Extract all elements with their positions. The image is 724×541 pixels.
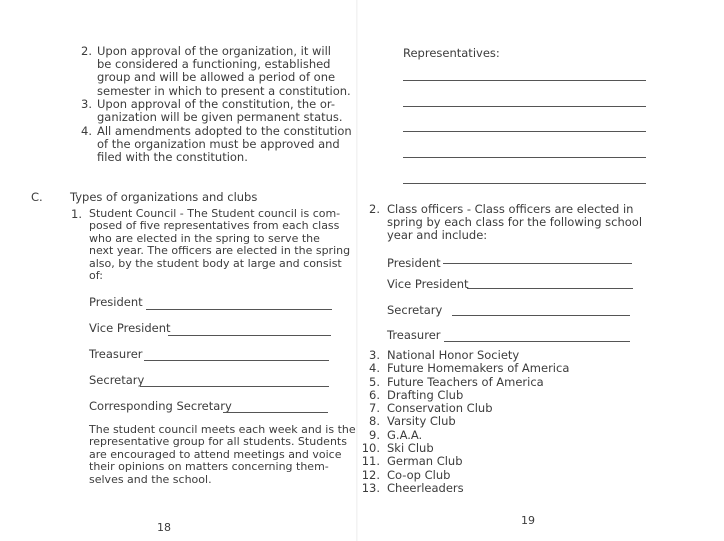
description-line: next year. The officers are elected in the spring [89, 244, 351, 258]
page-number: 18 [157, 521, 171, 534]
approval-item-line: Upon approval of the constitution, the or- [97, 97, 336, 111]
approval-item-line: be considered a functioning, established [97, 57, 331, 72]
list-item-label: Cheerleaders [387, 480, 464, 495]
closing-line: representative group for all students. Students [89, 435, 347, 449]
list-item-label: Conservation Club [387, 401, 493, 416]
right-page [358, 0, 724, 541]
field-label-president: President [89, 295, 143, 309]
field-label-vice-president: Vice President [387, 277, 469, 291]
section-title: Types of organizations and clubs [70, 190, 258, 204]
description-line: also, by the student body at large and consist [89, 256, 342, 270]
list-item-number: 13. [361, 480, 380, 495]
representatives-label: Representatives: [403, 46, 500, 60]
list-item-label: German Club [387, 454, 463, 469]
list-item-label: Varsity Club [387, 414, 456, 429]
field-label-secretary: Secretary [387, 303, 443, 317]
list-item-label: Future Teachers of America [387, 374, 544, 389]
class-officers-number: 2. [369, 202, 380, 216]
list-item-number: 5. [369, 374, 380, 389]
list-item-label: Ski Club [387, 441, 434, 456]
field-label-treasurer: Treasurer [89, 347, 143, 361]
list-item-number: 6. [369, 387, 380, 402]
approval-item [97, 125, 352, 165]
closing-line: are encouraged to attend meetings and voice [89, 447, 342, 461]
student-council-number: 1. [71, 207, 82, 221]
page-number: 19 [521, 514, 535, 527]
treasurer-blank-line [144, 360, 329, 361]
approval-item [97, 45, 351, 98]
list-item-number: 4. [369, 361, 380, 376]
representative-blank-line [403, 183, 646, 184]
representative-blank-line [403, 80, 646, 81]
representative-blank-line [403, 106, 646, 107]
list-item-number: 8. [369, 414, 380, 429]
approval-item-number: 3. [81, 97, 92, 111]
vice-president-blank-line [168, 335, 331, 336]
list-item-label: Future Homemakers of America [387, 361, 570, 376]
list-item-number: 12. [361, 467, 380, 482]
approval-item [97, 98, 343, 124]
vice-president-blank-line [467, 288, 633, 289]
secretary-blank-line [452, 315, 630, 316]
list-item-number: 9. [369, 427, 380, 442]
corresponding-secretary-blank-line [223, 412, 328, 413]
list-item-number: 10. [361, 441, 380, 456]
closing-line: their opinions on matters concerning them- [89, 460, 329, 474]
field-label-treasurer: Treasurer [387, 328, 441, 342]
approval-item-line: group and will be allowed a period of one [97, 70, 336, 85]
left-page [0, 0, 358, 541]
closing-paragraph [89, 424, 356, 486]
president-blank-line [146, 309, 332, 310]
approval-item-line: All amendments adopted to the constitution [97, 124, 352, 138]
class-officers-description [387, 203, 642, 243]
list-item-label: Drafting Club [387, 387, 464, 402]
list-item-label: National Honor Society [387, 348, 520, 362]
list-item-number: 7. [369, 401, 380, 416]
field-label-secretary: Secretary [89, 373, 145, 387]
representative-blank-line [403, 131, 646, 132]
approval-item-line: filed with the constitution. [97, 150, 248, 165]
description-line: Class officers - Class officers are elected in [387, 202, 634, 216]
field-label-president: President [387, 256, 441, 270]
field-label-corresponding-secretary: Corresponding Secretary [89, 399, 232, 413]
description-line: posed of five representatives from each class [89, 219, 340, 233]
section-letter: C. [31, 190, 43, 204]
list-item-number: 3. [369, 348, 380, 362]
approval-item-line: ganization will be given permanent status. [97, 110, 343, 125]
approval-item-number: 2. [81, 44, 92, 58]
representative-blank-line [403, 157, 646, 158]
approval-item-line: of the organization must be approved and [97, 137, 340, 152]
list-item-label: Co-op Club [387, 467, 451, 482]
list-item-label: G.A.A. [387, 427, 423, 442]
description-line: of: [89, 269, 103, 283]
field-label-vice-president: Vice President [89, 321, 171, 335]
closing-line: The student council meets each week and is the [89, 423, 356, 436]
closing-line: selves and the school. [89, 472, 212, 486]
president-blank-line [443, 263, 632, 264]
description-line: year and include: [387, 228, 488, 243]
description-line: who are elected in the spring to serve the [89, 231, 320, 245]
secretary-blank-line [140, 386, 329, 387]
approval-item-line: semester in which to present a constitution. [97, 83, 351, 98]
description-line: spring by each class for the following school [387, 215, 643, 230]
list-item-number: 11. [361, 454, 380, 469]
student-council-description [89, 208, 350, 282]
description-line: Student Council - The Student council is com- [89, 207, 341, 220]
treasurer-blank-line [444, 341, 630, 342]
approval-item-number: 4. [81, 124, 92, 138]
approval-item-line: Upon approval of the organization, it will [97, 44, 331, 58]
